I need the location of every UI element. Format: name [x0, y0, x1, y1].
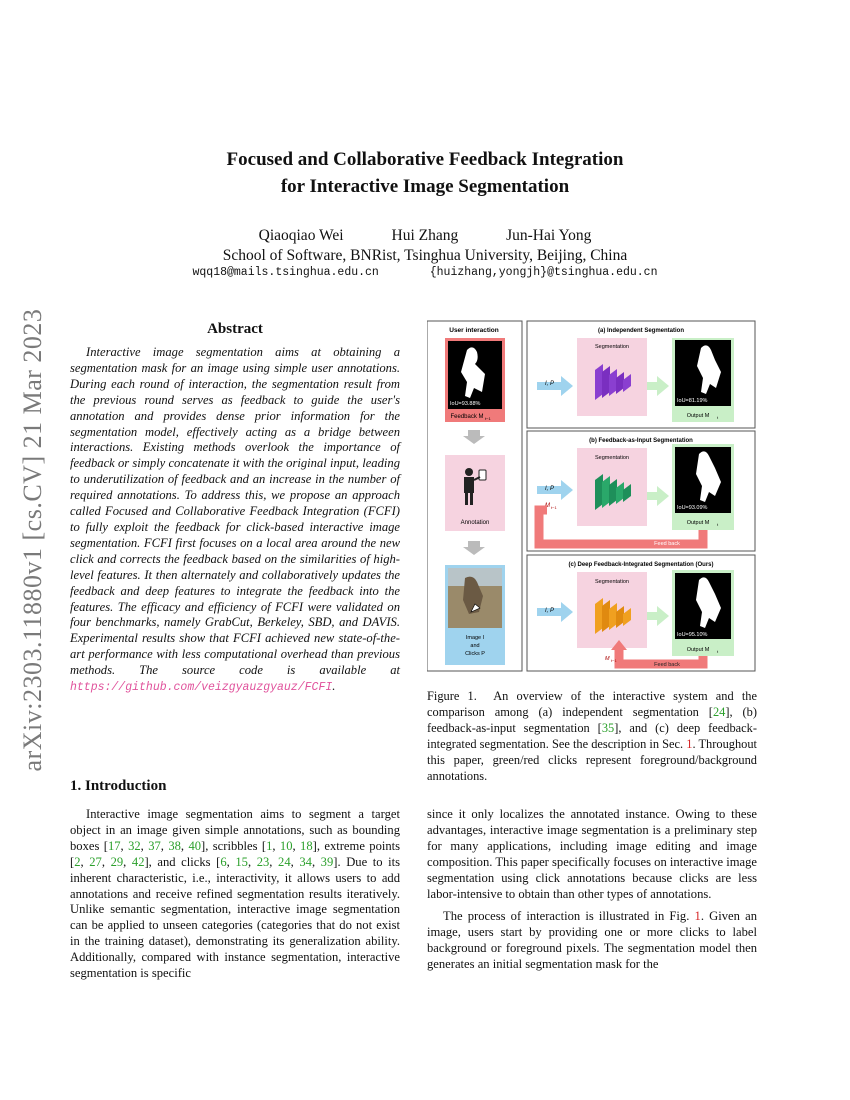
affiliation: School of Software, BNRist, Tsinghua University, Beijing, China	[222, 247, 628, 264]
panel-c-input-label: I, P	[545, 608, 555, 614]
paper-title	[0, 146, 850, 200]
panel-b-output-sub: t	[717, 522, 719, 527]
feedback-label: Feedback M	[450, 414, 484, 420]
feedback-iou: IoU=93.88%	[450, 401, 481, 407]
panel-b-output-label: Output M	[686, 520, 710, 526]
panel-b-input-label: I, P	[545, 486, 555, 492]
panel-c-output-sub: t	[717, 649, 719, 654]
annotation-label: Annotation	[460, 520, 490, 526]
user-interaction-label: User interaction	[449, 327, 499, 334]
arxiv-sidebar	[8, 290, 58, 790]
author-emails	[0, 266, 850, 279]
figure-caption: Figure 1. An overview of the interactive system and the comparison among (a) independent segmentation [24], (b) feedback-as-input segmentation [35], and (c) deep feedback-integrated segmentation. See the description in Sec. 1. Throughout this paper, green/red clicks represent foreground/background annotations.	[427, 689, 757, 783]
author-1: Qiaoqiao Wei	[258, 227, 344, 244]
panel-a-output-sub: t	[717, 415, 719, 420]
author-2: Hui Zhang	[391, 227, 459, 244]
email-1: wqq18@mails.tsinghua.edu.cn	[192, 266, 379, 279]
panel-c-mt1-label: M	[605, 656, 610, 662]
title-line-1: Focused and Collaborative Feedback Integration	[226, 149, 624, 170]
author-3: Jun-Hai Yong	[506, 227, 592, 244]
image-label-1: Image I	[465, 635, 485, 641]
panel-b-iou: IoU=93.09%	[677, 505, 708, 511]
phone-icon	[479, 470, 486, 480]
panel-a-title: (a) Independent Segmentation	[597, 328, 685, 334]
code-link[interactable]: https://github.com/veizgyauzgyauz/FCFI	[70, 681, 333, 695]
panel-c-feedback-label: Feed back	[654, 662, 680, 668]
panel-b-feedback-label: Feed back	[654, 541, 680, 547]
intro-column-right	[427, 807, 757, 973]
panel-b-seg-label: Segmentation	[595, 455, 629, 461]
panel-a-input-label: I, P	[545, 381, 555, 387]
panel-b-mt1-sub: t−1	[551, 505, 557, 510]
panel-a-iou: IoU=81.19%	[677, 398, 708, 404]
panel-b-title: (b) Feedback-as-Input Segmentation	[589, 438, 693, 444]
panel-a-output-label: Output M	[686, 413, 710, 419]
person-body-icon	[464, 477, 474, 493]
person-head-icon	[465, 468, 473, 476]
intro-heading: 1. Introduction	[70, 778, 167, 794]
author-names	[0, 226, 850, 246]
panel-c-seg-label: Segmentation	[595, 579, 629, 585]
intro-column-left: Interactive image segmentation aims to segment a target object in an image given simple annotations, such as bounding boxes [17, 32, 37, 38, 40], scribbles [1, 10, 18], extreme points [2, 27, 29, 42], and clicks [6, 15, 23, 24, 34, 39]. Due to its inherent characteristic, i.e., interactivity, it allows users to add annotations and receive refined segmentation results iteratively. Unlike semantic segmentation, interactive image segmentation can be applied to unseen categories (categories that do not exist in the training dataset), demonstrating its generalization ability. Additionally, compared with instance segmentation, interactive segmentation is specific	[70, 807, 401, 981]
arxiv-id: arXiv:2303.11880v1 [cs.CV] 21 Mar 2023	[18, 308, 47, 772]
panel-b-mt1-label: M	[545, 503, 550, 509]
panel-c-mt1-sub: t−1	[611, 658, 617, 663]
abstract-body: Interactive image segmentation aims at obtaining a segmentation mask for an image using simple user annotations. During each round of interaction, the segmentation result from the previous round serves as feedback to guide the user's annotation and provides dense prior information for the segmentation model, effectively acting as a bridge between interactions. Existing methods overlook the importance of feedback or simply concatenate it with the original input, leading to underutilization of feedback and an increase in the number of required annotations. To address this, we propose an approach called Focused and Collaborative Feedback Integration (FCFI) to fully exploit the feedback for click-based interactive image segmentation. FCFI first focuses on a local area around the new click and corrects the feedback based on the similarities of high-level features. It then alternately and collaboratively updates the feedback and deep features to integrate the feedback into the features. The efficacy and efficiency of FCFI were validated on four benchmarks, namely GrabCut, Berkeley, SBD, and DAVIS. Experimental results show that FCFI achieved new state-of-the-art performance with less computational overhead than previous methods. The source code is available at https://github.com/veizgyauzgyauz/FCFI.	[70, 345, 400, 695]
title-line-2: for Interactive Image Segmentation	[280, 176, 570, 197]
intro-paragraph-2: The process of interaction is illustrated in Fig. 1. Given an image, users start by providing one or more clicks to label background or foreground pixels. The segmentation model then generates an initial segmentation mask for the	[427, 909, 757, 972]
abstract-text: Interactive image segmentation aims at obtaining a segmentation mask for an image using simple user annotations. During each round of interaction, the segmentation result from the previous round serves as feedback to guide the user's annotation and provides dense prior information for the segmentation model, effectively acting as a bridge between interactions. Existing methods overlook the importance of feedback or simply concatenate it with the original input, leading to underutilization of feedback and an increase in the number of required annotations. To address this, we propose an approach called Focused and Collaborative Feedback Integration (FCFI) to fully exploit the feedback for click-based interactive image segmentation. FCFI first focuses on a local area around the new click and corrects the feedback based on the similarities of high-level features. It then alternately and collaboratively updates the feedback and deep features to integrate the feedback into the features. The efficacy and efficiency of FCFI were validated on four benchmarks, namely GrabCut, Berkeley, SBD, and DAVIS. Experimental results show that FCFI achieved new state-of-the-art performance with less computational overhead than previous methods. The source code is available at	[70, 345, 400, 678]
panel-c-iou: IoU=95.10%	[677, 632, 708, 638]
panel-c-title: (c) Deep Feedback-Integrated Segmentation (Ours)	[568, 562, 714, 568]
feedback-subscript: t−1	[485, 416, 491, 421]
image-label-2: and	[470, 643, 480, 649]
image-label-3: Clicks P	[465, 651, 485, 657]
author-block	[0, 226, 850, 266]
abstract-heading: Abstract	[207, 321, 263, 337]
panel-c-output-label: Output M	[686, 647, 710, 653]
intro-paragraph-1: since it only localizes the annotated instance. Owing to these advantages, interactive image segmentation is a preliminary step for many applications, including image editing and image composition. This paper specifically focuses on interactive image segmentation using click annotations because clicks are less labor-intensive to obtain than other types of annotations.	[427, 807, 757, 901]
panel-a-seg-label: Segmentation	[595, 344, 629, 350]
figure-1	[427, 320, 757, 672]
email-2: {huizhang,yongjh}@tsinghua.edu.cn	[429, 266, 658, 279]
